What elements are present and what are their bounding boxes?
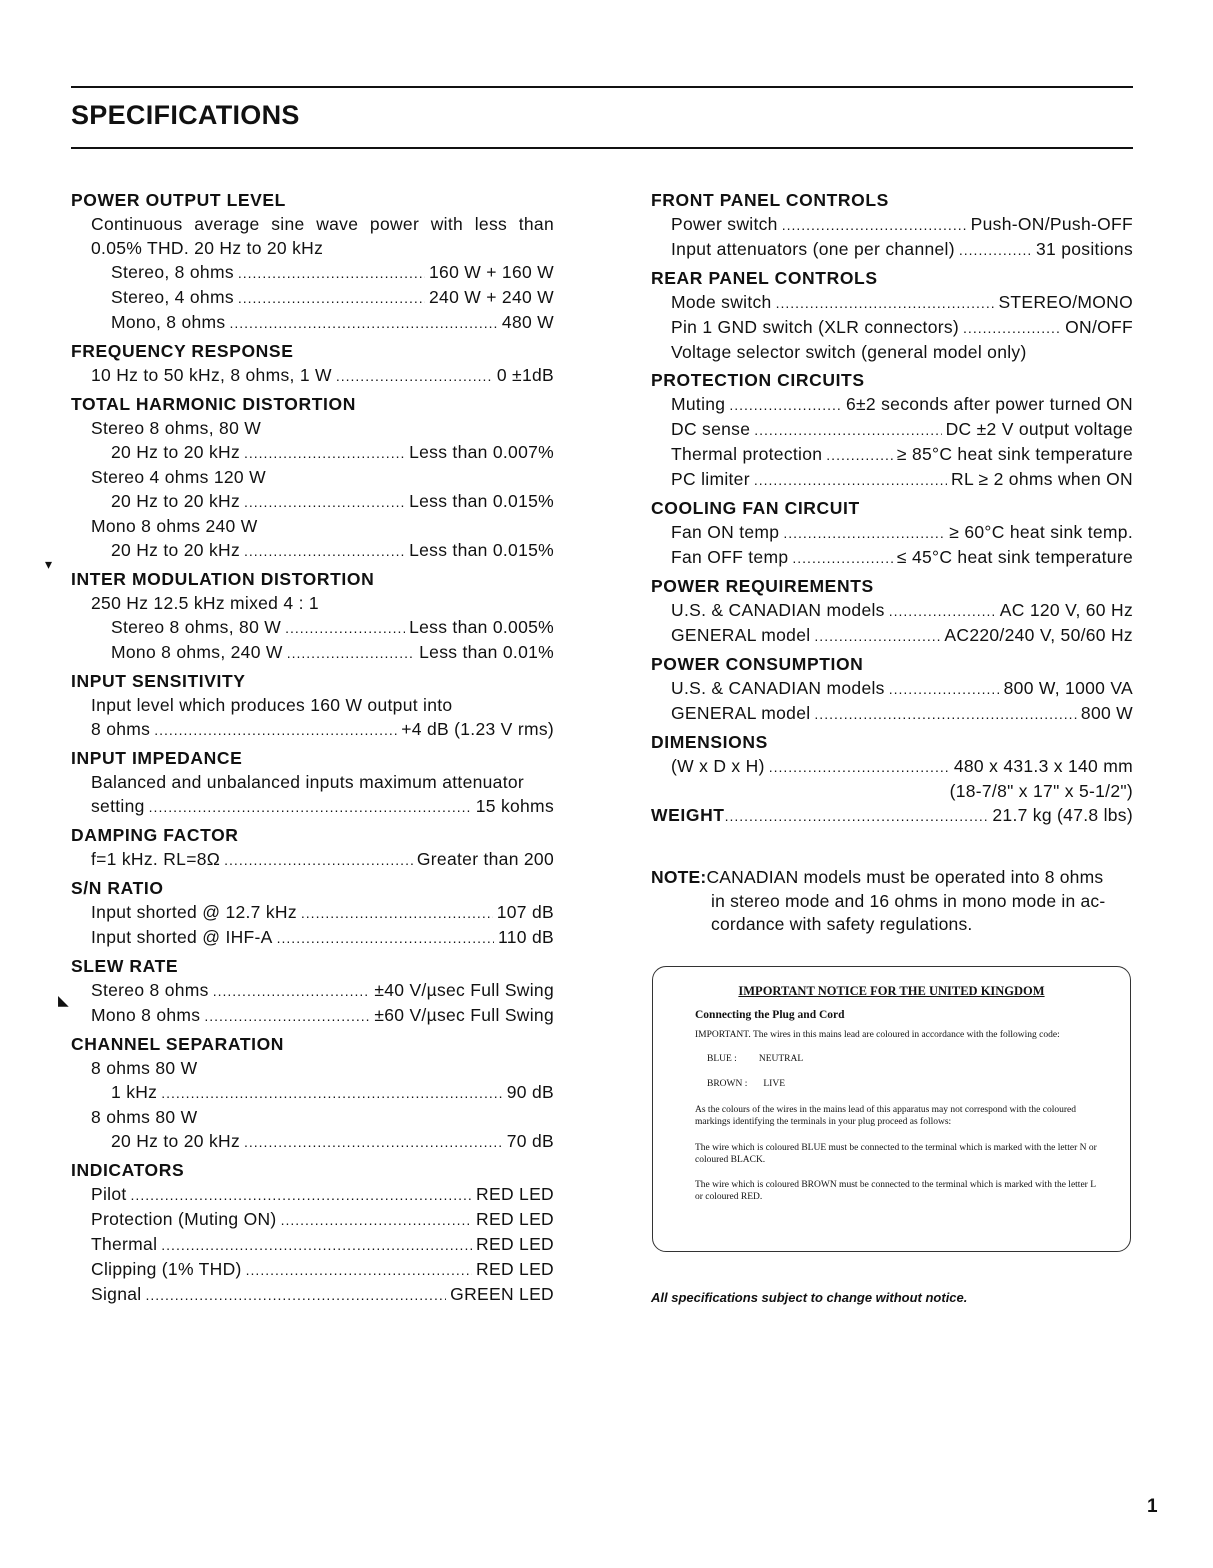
spec-row: Mono 8 ohms, 240 W ..... Less than 0.01% [71, 640, 554, 665]
section-heading: FRONT PANEL CONTROLS [651, 190, 889, 210]
note-label: NOTE: [651, 867, 707, 887]
spec-row: GENERAL model ..... AC220/240 V, 50/60 Hz [651, 623, 1133, 648]
section-heading: FREQUENCY RESPONSE [71, 341, 294, 361]
section-heading: REAR PANEL CONTROLS [651, 268, 878, 288]
spec-row: f=1 kHz. RL=8Ω ..... Greater than 200 [71, 847, 554, 872]
spec-row: 20 Hz to 20 kHz ..... 70 dB [71, 1129, 554, 1154]
section-heading: DAMPING FACTOR [71, 825, 239, 845]
margin-mark: ▾ [45, 556, 53, 572]
margin-mark: ◣ [58, 992, 69, 1008]
spec-row: Clipping (1% THD) ..... RED LED [71, 1257, 554, 1282]
spec-subheading: Stereo 8 ohms, 80 W [91, 418, 262, 438]
spec-row: 20 Hz to 20 kHz ..... Less than 0.015% [71, 538, 554, 563]
note-text: CANADIAN models must be operated into 8 ohms [706, 867, 1104, 887]
note-text: cordance with safety regulations. [711, 914, 973, 934]
section-heading: TOTAL HARMONIC DISTORTION [71, 394, 356, 414]
spec-subheading: 8 ohms 80 W [91, 1058, 198, 1078]
spec-subheading: 250 Hz 12.5 kHz mixed 4 : 1 [91, 593, 319, 613]
spec-row: Stereo, 8 ohms ..... 160 W + 160 W [71, 260, 554, 285]
spec-row: Pin 1 GND switch (XLR connectors) ..... ON/OFF [651, 315, 1133, 340]
section-heading: S/N RATIO [71, 878, 164, 898]
spec-row: Thermal protection ..... ≥ 85°C heat sink temperature [651, 442, 1133, 467]
spec-row: Pilot ..... RED LED [71, 1182, 554, 1207]
uk-notice-box [652, 966, 1131, 1252]
spec-subheading: Stereo 4 ohms 120 W [91, 467, 266, 487]
spec-row: 10 Hz to 50 kHz, 8 ohms, 1 W ..... 0 ±1dB [71, 363, 554, 388]
spec-row: 20 Hz to 20 kHz ..... Less than 0.007% [71, 440, 554, 465]
uk-notice-paragraph: The wire which is coloured BROWN must be connected to the terminal which is marked with the letter L or coloured RED. [695, 1180, 1096, 1202]
section-heading: PROTECTION CIRCUITS [651, 370, 865, 390]
title-rule [71, 147, 1133, 149]
spec-row: DC sense ..... DC ±2 V output voltage [651, 417, 1133, 442]
section-heading: INPUT SENSITIVITY [71, 671, 246, 691]
spec-row: Input shorted @ 12.7 kHz ..... 107 dB [71, 900, 554, 925]
uk-notice-brown-row: BROWN : LIVE [707, 1079, 786, 1089]
spec-row: Signal ..... GREEN LED [71, 1282, 554, 1307]
spec-description: Voltage selector switch (general model only) [671, 342, 1027, 362]
spec-row: 20 Hz to 20 kHz ..... Less than 0.015% [71, 489, 554, 514]
spec-row: Protection (Muting ON) ..... RED LED [71, 1207, 554, 1232]
spec-row: U.S. & CANADIAN models ..... 800 W, 1000 VA [651, 676, 1133, 701]
page-title: SPECIFICATIONS [71, 100, 300, 130]
page-number: 1 [1147, 1496, 1158, 1517]
spec-row: Stereo, 4 ohms ..... 240 W + 240 W [71, 285, 554, 310]
spec-row: Mono, 8 ohms ..... 480 W [71, 310, 554, 335]
spec-row: setting ..... 15 kohms [71, 794, 554, 819]
spec-row: GENERAL model ..... 800 W [651, 701, 1133, 726]
uk-notice-paragraph: As the colours of the wires in the mains lead of this apparatus may not correspond with the coloured markings identifying the terminals in your plug proceed as follows: [695, 1105, 1076, 1127]
uk-notice-blue-row: BLUE : NEUTRAL [707, 1054, 804, 1064]
spec-subheading: 8 ohms 80 W [91, 1107, 198, 1127]
spec-description: Balanced and unbalanced inputs maximum attenuator [91, 772, 525, 792]
spec-row: Stereo 8 ohms, 80 W ..... Less than 0.005% [71, 615, 554, 640]
spec-row: Power switch ..... Push-ON/Push-OFF [651, 212, 1133, 237]
canadian-note [651, 866, 1133, 937]
weight-row: WEIGHT ..... 21.7 kg (47.8 lbs) [651, 803, 1133, 828]
spec-description: Input level which produces 160 W output into [91, 695, 453, 715]
section-heading: INTER MODULATION DISTORTION [71, 569, 375, 589]
spec-row: Fan ON temp ..... ≥ 60°C heat sink temp. [651, 520, 1133, 545]
spec-row: U.S. & CANADIAN models ..... AC 120 V, 60 Hz [651, 598, 1133, 623]
section-heading: DIMENSIONS [651, 732, 768, 752]
spec-row: Mono 8 ohms ..... ±60 V/µsec Full Swing [71, 1003, 554, 1028]
spec-description: Continuous average sine wave power with less than 0.05% THD. 20 Hz to 20 kHz [91, 214, 554, 258]
section-heading: POWER REQUIREMENTS [651, 576, 874, 596]
uk-notice-paragraph: The wire which is coloured BLUE must be connected to the terminal which is marked with the letter N or coloured BLACK. [695, 1143, 1097, 1165]
section-heading: POWER CONSUMPTION [651, 654, 864, 674]
top-rule [71, 86, 1133, 88]
spec-row: (W x D x H) ..... 480 x 431.3 x 140 mm [651, 754, 1133, 779]
spec-row: Mode switch ..... STEREO/MONO [651, 290, 1133, 315]
section-heading: SLEW RATE [71, 956, 179, 976]
section-heading: INDICATORS [71, 1160, 185, 1180]
spec-row: Input attenuators (one per channel) ..... 31 positions [651, 237, 1133, 262]
section-heading: POWER OUTPUT LEVEL [71, 190, 286, 210]
spec-row: Fan OFF temp ..... ≤ 45°C heat sink temperature [651, 545, 1133, 570]
spec-value-continued: (18-7/8" x 17" x 5-1/2") [949, 781, 1133, 801]
spec-row: 8 ohms ..... +4 dB (1.23 V rms) [71, 717, 554, 742]
section-heading: CHANNEL SEPARATION [71, 1034, 285, 1054]
spec-row: Input shorted @ IHF-A ..... 110 dB [71, 925, 554, 950]
spec-row: PC limiter ..... RL ≥ 2 ohms when ON [651, 467, 1133, 492]
uk-notice-heading: Connecting the Plug and Cord [695, 1009, 845, 1021]
uk-notice-title: IMPORTANT NOTICE FOR THE UNITED KINGDOM [738, 984, 1045, 998]
spec-row: Muting ..... 6±2 seconds after power turned ON [651, 392, 1133, 417]
left-column [71, 188, 554, 1307]
spec-row: Stereo 8 ohms ..... ±40 V/µsec Full Swing [71, 978, 554, 1003]
uk-notice-important: IMPORTANT. The wires in this mains lead are coloured in accordance with the following code: [695, 1030, 1060, 1040]
note-text: in stereo mode and 16 ohms in mono mode in ac- [711, 890, 1106, 911]
spec-row: 1 kHz ..... 90 dB [71, 1080, 554, 1105]
spec-row: Thermal ..... RED LED [71, 1232, 554, 1257]
footer-disclaimer: All specifications subject to change without notice. [651, 1290, 968, 1305]
section-heading: INPUT IMPEDANCE [71, 748, 243, 768]
spec-subheading: Mono 8 ohms 240 W [91, 516, 258, 536]
section-heading: COOLING FAN CIRCUIT [651, 498, 860, 518]
right-column [651, 188, 1133, 828]
